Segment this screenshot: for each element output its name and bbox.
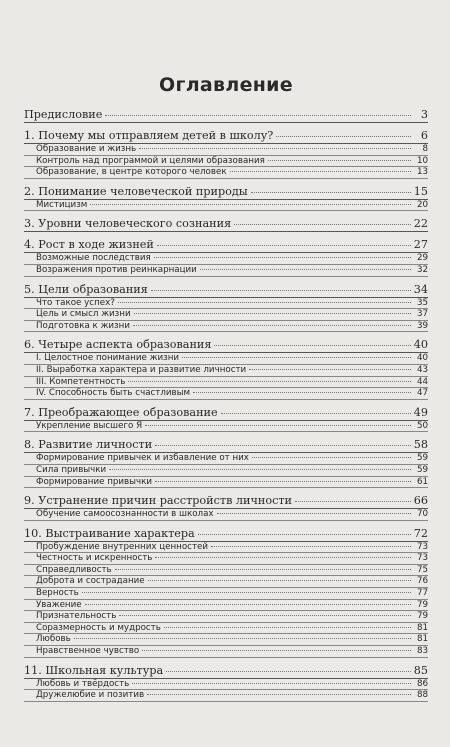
toc-leader — [166, 670, 411, 672]
toc-section-title: Уважение — [36, 599, 82, 610]
toc-section-title: Возражения против реинкарнации — [36, 264, 197, 275]
toc-section-page: 32 — [416, 264, 428, 275]
toc-chapter-row — [24, 217, 428, 232]
toc-section-page: 73 — [416, 541, 428, 552]
toc-section-title: Мистицизм — [36, 199, 88, 210]
toc-section-page: 61 — [416, 476, 428, 487]
toc-section-title: Обучение самоосознанности в школах — [36, 509, 214, 520]
page-title: Оглавление — [159, 74, 293, 96]
toc-section-page: 88 — [416, 690, 428, 701]
toc-leader — [74, 637, 411, 639]
toc-leader — [115, 568, 411, 570]
toc-section-row — [24, 576, 428, 588]
toc-leader — [118, 301, 411, 303]
toc-leader — [109, 468, 411, 470]
toc-chapter — [24, 406, 428, 433]
toc-section-title: Дружелюбие и позитив — [36, 690, 145, 701]
toc-leader — [252, 456, 411, 458]
toc-section-page: 79 — [416, 599, 428, 610]
toc-section-page: 47 — [416, 388, 428, 399]
toc-chapter-row — [24, 494, 428, 509]
toc-leader — [230, 170, 411, 172]
toc-section-row — [24, 509, 428, 521]
toc-chapter-row — [24, 238, 428, 253]
toc-section-page: 81 — [416, 622, 428, 633]
toc-chapter-page: 6 — [420, 129, 428, 142]
toc-chapter-page: 66 — [413, 494, 428, 508]
toc-chapter-row — [24, 338, 428, 353]
toc-leader — [155, 480, 411, 482]
toc-section-title: Доброта и сострадание — [36, 576, 145, 587]
toc-section-page: 29 — [416, 253, 428, 264]
toc-chapter-title: 11. Школьная культура — [24, 663, 164, 677]
toc-section-page: 73 — [416, 553, 428, 564]
toc-leader — [85, 603, 411, 605]
toc-section-page: 59 — [416, 453, 428, 464]
toc-section-page: 39 — [416, 320, 428, 331]
toc-section-title: III. Компетентность — [36, 376, 126, 387]
toc-section-row — [24, 421, 428, 433]
toc-section-title: Нравственное чувство — [36, 646, 140, 657]
toc-section-row — [24, 634, 428, 646]
toc-chapter-page: 49 — [413, 405, 428, 419]
toc-chapter-title: 9. Устранение причин расстройств личности — [24, 494, 292, 508]
toc-leader — [151, 289, 411, 291]
toc-section-title: IV. Способность быть счастливым — [36, 388, 191, 399]
toc-chapter-page: 34 — [413, 282, 428, 296]
toc-leader — [193, 391, 411, 393]
toc-section-row — [24, 388, 428, 400]
toc-section-row — [24, 265, 428, 277]
toc-section-page: 76 — [416, 576, 428, 587]
toc-section-title: Формирование привычек и избавление от них — [36, 453, 249, 464]
toc-section-title: Контроль над программой и целями образования — [36, 155, 265, 166]
toc-chapter-page: 3 — [420, 108, 428, 121]
toc-chapter — [24, 438, 428, 488]
toc-section-page: 50 — [416, 420, 428, 431]
toc-section-page: 8 — [422, 144, 428, 154]
toc-section-page: 10 — [416, 155, 428, 166]
toc-section-title: Укрепление высшего Я — [36, 420, 143, 431]
toc-section-title: Верность — [36, 588, 79, 599]
toc-chapter-page: 27 — [413, 238, 428, 252]
toc-chapter-row — [24, 527, 428, 542]
toc-chapter-title: 3. Уровни человеческого сознания — [24, 217, 232, 231]
toc-chapter — [24, 217, 428, 232]
toc-chapter-title: 2. Понимание человеческой природы — [24, 184, 248, 198]
toc-chapter-page: 72 — [413, 526, 428, 540]
toc-leader — [105, 114, 411, 116]
toc-section-page: 77 — [416, 588, 428, 599]
toc-chapter-page: 58 — [413, 438, 428, 452]
toc-section-page: 13 — [416, 167, 428, 178]
toc-chapter-row — [24, 129, 428, 144]
toc-chapter-row — [24, 283, 428, 298]
toc-chapter — [24, 238, 428, 276]
toc-chapter-page: 40 — [413, 338, 428, 352]
toc-section-row — [24, 200, 428, 212]
toc-section-title: I. Целостное понимание жизни — [36, 353, 180, 364]
toc-section-row — [24, 321, 428, 333]
toc-chapter — [24, 494, 428, 521]
toc-section-row — [24, 253, 428, 265]
toc-section-row — [24, 477, 428, 489]
toc-chapter-title: 4. Рост в ходе жизней — [24, 238, 154, 252]
toc-leader — [145, 424, 411, 426]
toc-chapter — [24, 185, 428, 212]
toc-leader — [295, 500, 411, 502]
toc-section-row — [24, 690, 428, 702]
toc-leader — [147, 693, 411, 695]
toc-section-title: II. Выработка характера и развитие личности — [36, 364, 247, 375]
toc-section-page: 43 — [416, 364, 428, 375]
toc-section-title: Пробуждение внутренних ценностей — [36, 541, 209, 552]
toc-section-page: 20 — [416, 199, 428, 210]
toc-section-title: Справедливость — [36, 564, 112, 575]
toc-section-title: Образование и жизнь — [36, 144, 137, 154]
toc-section-row — [24, 298, 428, 310]
toc-section-title: Подготовка к жизни — [36, 320, 130, 331]
toc-chapter-title: Предисловие — [24, 108, 103, 121]
toc-leader — [90, 203, 411, 205]
toc-leader — [200, 268, 411, 270]
toc-chapter — [24, 108, 428, 123]
toc-chapter-row — [24, 406, 428, 421]
toc-leader — [211, 545, 411, 547]
toc-section-title: Возможные последствия — [36, 253, 151, 264]
toc-leader — [268, 159, 411, 161]
toc-leader — [251, 191, 411, 193]
toc-section-page: 70 — [416, 509, 428, 520]
toc-section-page: 44 — [416, 376, 428, 387]
toc-section-title: Формирование привычки — [36, 476, 153, 487]
toc-section-row — [24, 679, 428, 691]
toc-chapter-title: 6. Четыре аспекта образования — [24, 338, 212, 352]
toc-section-row — [24, 623, 428, 635]
toc-leader — [157, 244, 411, 246]
toc-section-row — [24, 309, 428, 321]
toc-leader — [249, 368, 411, 370]
toc-section-title: Честность и искренность — [36, 553, 153, 564]
toc-leader — [214, 344, 410, 346]
toc-leader — [234, 223, 411, 225]
toc-chapter-title: 5. Цели образования — [24, 282, 148, 296]
toc-chapter-row — [24, 664, 428, 679]
toc-chapter — [24, 664, 428, 702]
toc-leader — [133, 324, 411, 326]
toc-leader — [154, 256, 411, 258]
toc-section-title: Соразмерность и мудрость — [36, 622, 161, 633]
toc-chapter-title: 1. Почему мы отправляем детей в школу? — [24, 129, 274, 142]
toc-leader — [148, 579, 411, 581]
toc-section-title: Любовь и твёрдость — [36, 678, 130, 689]
toc-section-page: 86 — [416, 678, 428, 689]
toc-chapter-row — [24, 438, 428, 453]
toc-section-row — [24, 588, 428, 600]
toc-chapter — [24, 527, 428, 658]
toc-section-row — [24, 365, 428, 377]
toc-section-page: 37 — [416, 309, 428, 320]
toc-chapter-row — [24, 108, 428, 123]
toc-leader — [164, 626, 411, 628]
toc-chapter-page: 85 — [413, 663, 428, 677]
toc-leader — [139, 147, 411, 149]
toc-section-row — [24, 565, 428, 577]
toc-section-row — [24, 377, 428, 389]
toc-section-page: 35 — [416, 297, 428, 308]
toc-section-page: 83 — [416, 646, 428, 657]
toc-section-title: Любовь — [36, 634, 71, 645]
toc-section-row — [24, 144, 428, 156]
toc-chapter-title: 10. Выстраивание характера — [24, 526, 195, 540]
toc-leader — [134, 312, 411, 314]
toc-chapter-page: 15 — [413, 184, 428, 198]
toc-section-title: Сила привычки — [36, 464, 107, 475]
toc-section-row — [24, 167, 428, 179]
toc-section-page: 81 — [416, 634, 428, 645]
toc-section-row — [24, 542, 428, 554]
toc-chapter-row — [24, 185, 428, 200]
toc-leader — [155, 556, 411, 558]
toc-section-row — [24, 453, 428, 465]
toc-chapter-page: 22 — [413, 217, 428, 231]
toc-section-title: Что такое успех? — [36, 297, 115, 308]
toc-section-page: 40 — [416, 353, 428, 364]
toc-leader — [132, 682, 411, 684]
toc-chapter — [24, 283, 428, 333]
toc-section-page: 75 — [416, 564, 428, 575]
toc-section-row — [24, 353, 428, 365]
toc-section-row — [24, 553, 428, 565]
toc-section-page: 79 — [416, 611, 428, 622]
toc-section-title: Признательность — [36, 611, 117, 622]
toc-leader — [182, 356, 411, 358]
table-of-contents — [24, 108, 428, 702]
toc-section-page: 59 — [416, 464, 428, 475]
toc-section-title: Образование, в центре которого человек — [36, 167, 227, 178]
toc-section-row — [24, 600, 428, 612]
toc-leader — [128, 380, 411, 382]
toc-section-row — [24, 611, 428, 623]
toc-chapter — [24, 338, 428, 399]
toc-leader — [221, 412, 411, 414]
toc-section-row — [24, 646, 428, 658]
toc-leader — [119, 614, 411, 616]
toc-chapter-title: 8. Развитие личности — [24, 438, 153, 452]
toc-leader — [217, 512, 411, 514]
toc-leader — [142, 649, 411, 651]
toc-section-row — [24, 465, 428, 477]
toc-section-row — [24, 156, 428, 168]
toc-leader — [82, 591, 411, 593]
toc-leader — [198, 533, 411, 535]
toc-section-title: Цель и смысл жизни — [36, 309, 131, 320]
toc-chapter-title: 7. Преображающее образование — [24, 405, 218, 419]
toc-leader — [155, 444, 411, 446]
toc-chapter — [24, 129, 428, 179]
toc-leader — [276, 135, 411, 137]
